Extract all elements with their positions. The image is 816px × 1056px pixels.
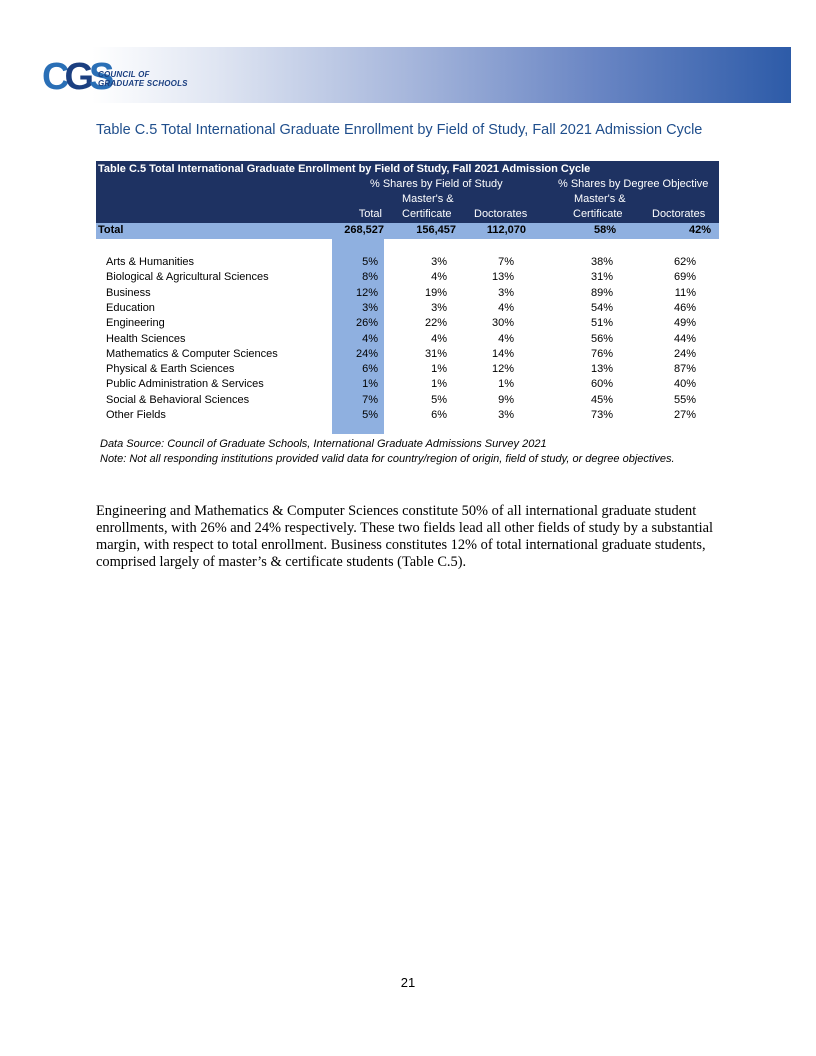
table-row bbox=[96, 256, 719, 271]
cell-total: 26% bbox=[355, 317, 378, 330]
cell-obj-doctorates: 49% bbox=[673, 317, 696, 330]
field-name: Social & Behavioral Sciences bbox=[106, 393, 250, 406]
table-row bbox=[96, 378, 719, 393]
enrollment-table bbox=[96, 161, 719, 434]
cell-obj-masters: 56% bbox=[590, 332, 613, 345]
cell-total: 8% bbox=[362, 271, 378, 284]
field-name: Biological & Agricultural Sciences bbox=[106, 271, 269, 284]
cell-doctorates: 1% bbox=[498, 378, 514, 391]
cell-total: 24% bbox=[355, 347, 378, 360]
total-row bbox=[96, 223, 719, 239]
cell-masters: 5% bbox=[431, 393, 447, 406]
group-header-field: % Shares by Field of Study bbox=[370, 178, 503, 190]
cell-obj-masters: 60% bbox=[590, 378, 613, 391]
cell-masters: 1% bbox=[431, 378, 447, 391]
field-name: Mathematics & Computer Sciences bbox=[106, 347, 278, 360]
total-doctorates: 112,070 bbox=[486, 224, 526, 236]
cell-doctorates: 7% bbox=[498, 256, 514, 268]
body-paragraph: Engineering and Mathematics & Computer Sciences constitute 50% of all international graduate student enrollments, with 26% and 24% respectively. These two fields lead all other fields of study by a substantial margin, with respect to total enrollment. Business constitutes 12% of total international graduate students, comprised largely of master’s & certificate students (Table C.5). bbox=[96, 503, 714, 570]
cell-obj-doctorates: 40% bbox=[673, 378, 696, 391]
total-obj-masters: 58% bbox=[593, 224, 616, 236]
table-body bbox=[96, 239, 719, 434]
total-obj-doctorates: 42% bbox=[688, 224, 711, 236]
cell-doctorates: 4% bbox=[498, 332, 514, 345]
cell-total: 1% bbox=[362, 378, 378, 391]
col-obj-doctorates: Doctorates bbox=[652, 208, 706, 220]
cell-total: 6% bbox=[362, 363, 378, 376]
col-obj-masters-line1: Master's & bbox=[574, 193, 626, 205]
validity-note: Note: Not all responding institutions provided valid data for country/region of origin, field of study, or degree objectives. bbox=[100, 453, 675, 465]
cell-total: 12% bbox=[355, 286, 378, 299]
cell-doctorates: 12% bbox=[491, 363, 514, 376]
page-number: 21 bbox=[400, 975, 416, 990]
group-header-degree: % Shares by Degree Objective bbox=[558, 178, 709, 190]
cell-obj-masters: 76% bbox=[590, 347, 613, 360]
table-row bbox=[96, 409, 719, 424]
table-row bbox=[96, 317, 719, 332]
field-name: Arts & Humanities bbox=[106, 256, 195, 268]
cell-total: 5% bbox=[362, 409, 378, 421]
field-name: Public Administration & Services bbox=[106, 378, 264, 391]
cell-obj-masters: 73% bbox=[590, 409, 613, 421]
cell-obj-masters: 13% bbox=[590, 363, 613, 376]
logo-letters: CGS bbox=[42, 56, 110, 98]
cell-obj-masters: 51% bbox=[590, 317, 613, 330]
table-row bbox=[96, 363, 719, 378]
total-masters: 156,457 bbox=[416, 224, 456, 236]
cell-total: 7% bbox=[362, 393, 378, 406]
cell-masters: 4% bbox=[431, 271, 447, 284]
cell-doctorates: 14% bbox=[491, 347, 514, 360]
cell-obj-doctorates: 11% bbox=[674, 286, 696, 299]
table-row bbox=[96, 271, 719, 286]
total-value: 268,527 bbox=[344, 224, 384, 236]
field-name: Business bbox=[106, 286, 151, 299]
table-header bbox=[96, 161, 719, 223]
cell-doctorates: 30% bbox=[491, 317, 514, 330]
table-row bbox=[96, 302, 719, 317]
table-row bbox=[96, 394, 719, 409]
cell-masters: 6% bbox=[431, 409, 447, 421]
cell-masters: 4% bbox=[431, 332, 447, 345]
cell-masters: 31% bbox=[424, 347, 447, 360]
field-name: Health Sciences bbox=[106, 332, 186, 345]
cell-obj-doctorates: 69% bbox=[673, 271, 696, 284]
cell-doctorates: 3% bbox=[498, 286, 514, 299]
field-name: Engineering bbox=[106, 317, 165, 330]
field-name: Education bbox=[106, 301, 155, 314]
logo-wordmark: COUNCIL OF GRADUATE SCHOOLS bbox=[98, 70, 188, 88]
cell-obj-doctorates: 44% bbox=[673, 332, 696, 345]
cell-masters: 3% bbox=[431, 301, 447, 314]
cell-masters: 19% bbox=[424, 286, 447, 299]
cell-masters: 22% bbox=[424, 317, 447, 330]
field-name: Other Fields bbox=[106, 409, 166, 421]
cell-obj-masters: 89% bbox=[590, 286, 613, 299]
total-label: Total bbox=[98, 224, 124, 236]
cell-doctorates: 9% bbox=[498, 393, 514, 406]
cell-obj-masters: 31% bbox=[590, 271, 613, 284]
cell-obj-doctorates: 46% bbox=[673, 301, 696, 314]
cell-masters: 1% bbox=[431, 363, 447, 376]
cell-obj-masters: 54% bbox=[590, 301, 613, 314]
col-total: Total bbox=[358, 208, 382, 220]
cell-obj-doctorates: 27% bbox=[673, 409, 696, 421]
table-row bbox=[96, 333, 719, 348]
cell-total: 4% bbox=[362, 332, 378, 345]
cell-obj-doctorates: 55% bbox=[673, 393, 696, 406]
cell-obj-masters: 38% bbox=[590, 256, 613, 268]
cell-obj-doctorates: 24% bbox=[673, 347, 696, 360]
table-title: Table C.5 Total International Graduate Enrollment by Field of Study, Fall 2021 Admission Cycle bbox=[98, 163, 591, 175]
col-obj-masters-line2: Certificate bbox=[573, 208, 623, 220]
col-doctorates: Doctorates bbox=[474, 208, 528, 220]
document-title: Table C.5 Total International Graduate Enrollment by Field of Study, Fall 2021 Admission Cycle bbox=[96, 122, 703, 138]
cell-doctorates: 3% bbox=[498, 409, 514, 421]
cell-obj-doctorates: 87% bbox=[673, 363, 696, 376]
data-source-note: Data Source: Council of Graduate Schools, International Graduate Admissions Survey 2021 bbox=[100, 438, 547, 450]
cell-obj-doctorates: 62% bbox=[673, 256, 696, 268]
field-name: Physical & Earth Sciences bbox=[106, 363, 235, 376]
cell-masters: 3% bbox=[431, 256, 447, 268]
cell-total: 5% bbox=[362, 256, 378, 268]
cell-doctorates: 13% bbox=[491, 271, 514, 284]
cgs-logo bbox=[42, 58, 202, 98]
cell-total: 3% bbox=[362, 301, 378, 314]
table-row bbox=[96, 287, 719, 302]
cell-obj-masters: 45% bbox=[590, 393, 613, 406]
table-row bbox=[96, 348, 719, 363]
cell-doctorates: 4% bbox=[498, 301, 514, 314]
col-masters-line1: Master's & bbox=[402, 193, 454, 205]
col-masters-line2: Certificate bbox=[402, 208, 452, 220]
table-notes bbox=[100, 437, 675, 467]
